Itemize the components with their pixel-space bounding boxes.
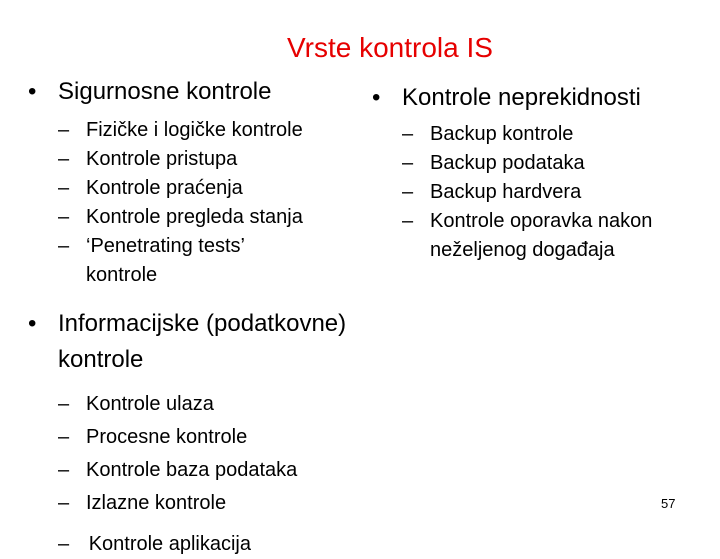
left-column [28,74,368,518]
list-item: – ‘Penetrating tests’ kontrole [58,235,245,286]
list-item: – Kontrole oporavka nakon neželjenog događaja [402,210,653,261]
bullet-marker: • [28,78,37,105]
list-item: – Kontrole ulaza [58,393,214,415]
list-item: – Fizičke i logičke kontrole [58,119,303,141]
kontrole-neprekidnosti-list [372,120,712,265]
bullet-sigurnosne-kontrole [28,74,368,110]
list-item: – Procesne kontrole [58,426,248,448]
bullet-informacijske-kontrole [28,306,348,378]
page-number: 57 [661,496,676,511]
bullet-kontrole-neprekidnosti [372,80,712,116]
list-item-cut-off: – Kontrole aplikacija [58,533,252,555]
list-item: – Backup hardvera [402,181,582,203]
bullet-label: Sigurnosne kontrole [58,78,272,105]
sigurnosne-kontrole-list [28,116,368,290]
informacijske-kontrole-list [28,390,368,518]
right-column [372,80,712,265]
bullet-marker: • [28,310,37,337]
bullet-label: Informacijske (podatkovne) kontrole [58,310,347,373]
bullet-label: Kontrole neprekidnosti [402,84,641,111]
bullet-marker: • [372,84,381,111]
slide-title: Vrste kontrola IS [287,32,493,63]
list-item: – Backup kontrole [402,123,574,145]
list-item: – Izlazne kontrole [58,492,227,514]
list-item: – Kontrole pristupa [58,148,238,170]
list-item: – Kontrole baza podataka [58,459,298,481]
list-item: – Kontrole pregleda stanja [58,206,303,228]
list-item: – Backup podataka [402,152,585,174]
list-item: – Kontrole praćenja [58,177,243,199]
